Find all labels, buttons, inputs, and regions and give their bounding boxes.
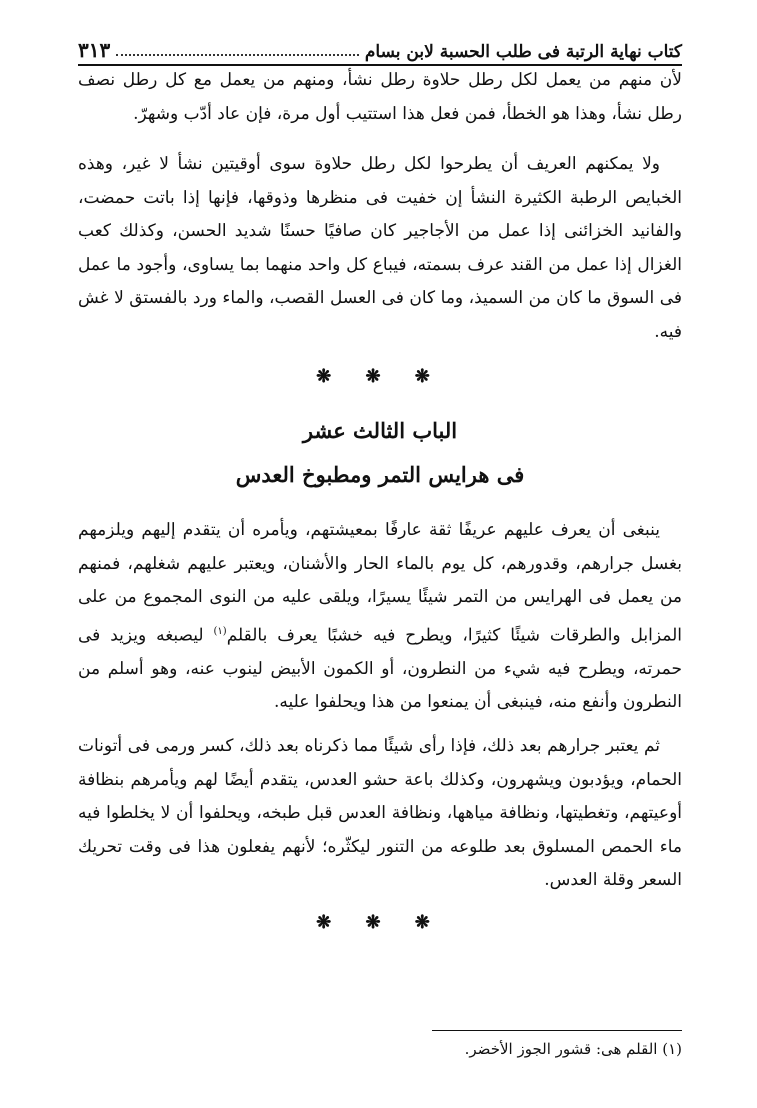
running-header bbox=[78, 28, 682, 66]
paragraph-4-text: ثم يعتبر جرارهم بعد ذلك، فإذا رأى شيئًا مما ذكرناه بعد ذلك، كسر ورمى فى أتونات الحمام، ويؤدبون ويشهرون، وكذلك باعة حشو العدس، يتقدم أيضًا لهم ويأمرهم بنظافة أوعيتهم، وتغطيتها، ونظافة مياهها، ونظافة العدس قبل طبخه، ويحلفوا أن لا يخلطوا فيه ماء الحمص المسلوق بعد طلوعه من التنور ليكثّره؛ لأنهم يفعلون هذا فى وقت تحريك السعر وقلة العدس. bbox=[78, 736, 682, 890]
paragraph-3-text-a: ينبغى أن يعرف عليهم عريفًا ثقة عارفًا بمعيشتهم، ويأمره أن يتقدم إليهم ويلزمهم بغسل جرارهم، وقدورهم، كل يوم بالماء الحار والأشنان، ويعتبر عليهم شغلهم، فمنهم من يعمل فى الهرايس من التمر شيئًا يسيرًا، ويلقى عليه من النوى المجموع من على المزابل والطرقات شيئًا كثيرًا، ويطرح فيه خشبًا يعرف بالقلم bbox=[78, 520, 682, 646]
section-separator-end: ❋ ❋ ❋ bbox=[316, 912, 444, 933]
paragraph-2-text: ولا يمكنهم العريف أن يطرحوا لكل رطل حلاوة سوى أوقيتين نشأ لا غير، وهذه الخبايص الرطبة الكثيرة النشأ إن خفيت فى منظرها وذوقها، فإنها إذا باتت حمضت، والفانيد الخزائنى إذا عمل من الأجاجير كان صافيًا حسنًا شديد الحسن، وكذلك كعب الغزال إذا عمل من القند عرف بسمته، فيباع كل واحد منهما بما يساوى، وأجود ما عمل فى السوق ما كان من السميذ، وما كان فى العسل القصب، والماء ورد بالفستق لا غش فيه. bbox=[78, 154, 682, 342]
paragraph-4 bbox=[78, 730, 682, 898]
page-number: ٣١٣ bbox=[78, 38, 111, 62]
chapter-subtitle: فى هرايس التمر ومطبوخ العدس bbox=[235, 462, 525, 487]
section-separator: ❋ ❋ ❋ bbox=[316, 366, 444, 387]
chapter-title: الباب الثالث عشر bbox=[302, 418, 458, 443]
footnote: (١) القلم هى: قشور الجوز الأخضر. bbox=[464, 1040, 682, 1058]
paragraph-2 bbox=[78, 148, 682, 349]
paragraph-3-text bbox=[78, 514, 682, 720]
paragraph-1-text: لأن منهم من يعمل لكل رطل حلاوة رطل نشأ، ومنهم من يعمل مع كل رطل نصف رطل نشأ، وهذا هو الخطأ، فمن فعل هذا استتيب أول مرة، فإن عاد أدّب وشهرّ. bbox=[78, 70, 682, 124]
footnote-reference[interactable]: (١) bbox=[213, 625, 227, 637]
header-title: كتاب نهاية الرتبة فى طلب الحسبة لابن بسام bbox=[364, 42, 682, 62]
paragraph-3-text-b: ليصبغه ويزيد فى حمرته، ويطرح فيه شيء من النطرون، أو الكمون الأبيض لينوب عنه، وهو أسلم من النطرون وأنفع منه، فينبغى أن يمنعوا من هذا ويحلفوا عليه. bbox=[78, 625, 682, 713]
paragraph-3 bbox=[78, 514, 682, 720]
header-dot-leader bbox=[116, 53, 359, 56]
footnote-divider bbox=[432, 1030, 682, 1031]
paragraph-1 bbox=[78, 64, 682, 131]
